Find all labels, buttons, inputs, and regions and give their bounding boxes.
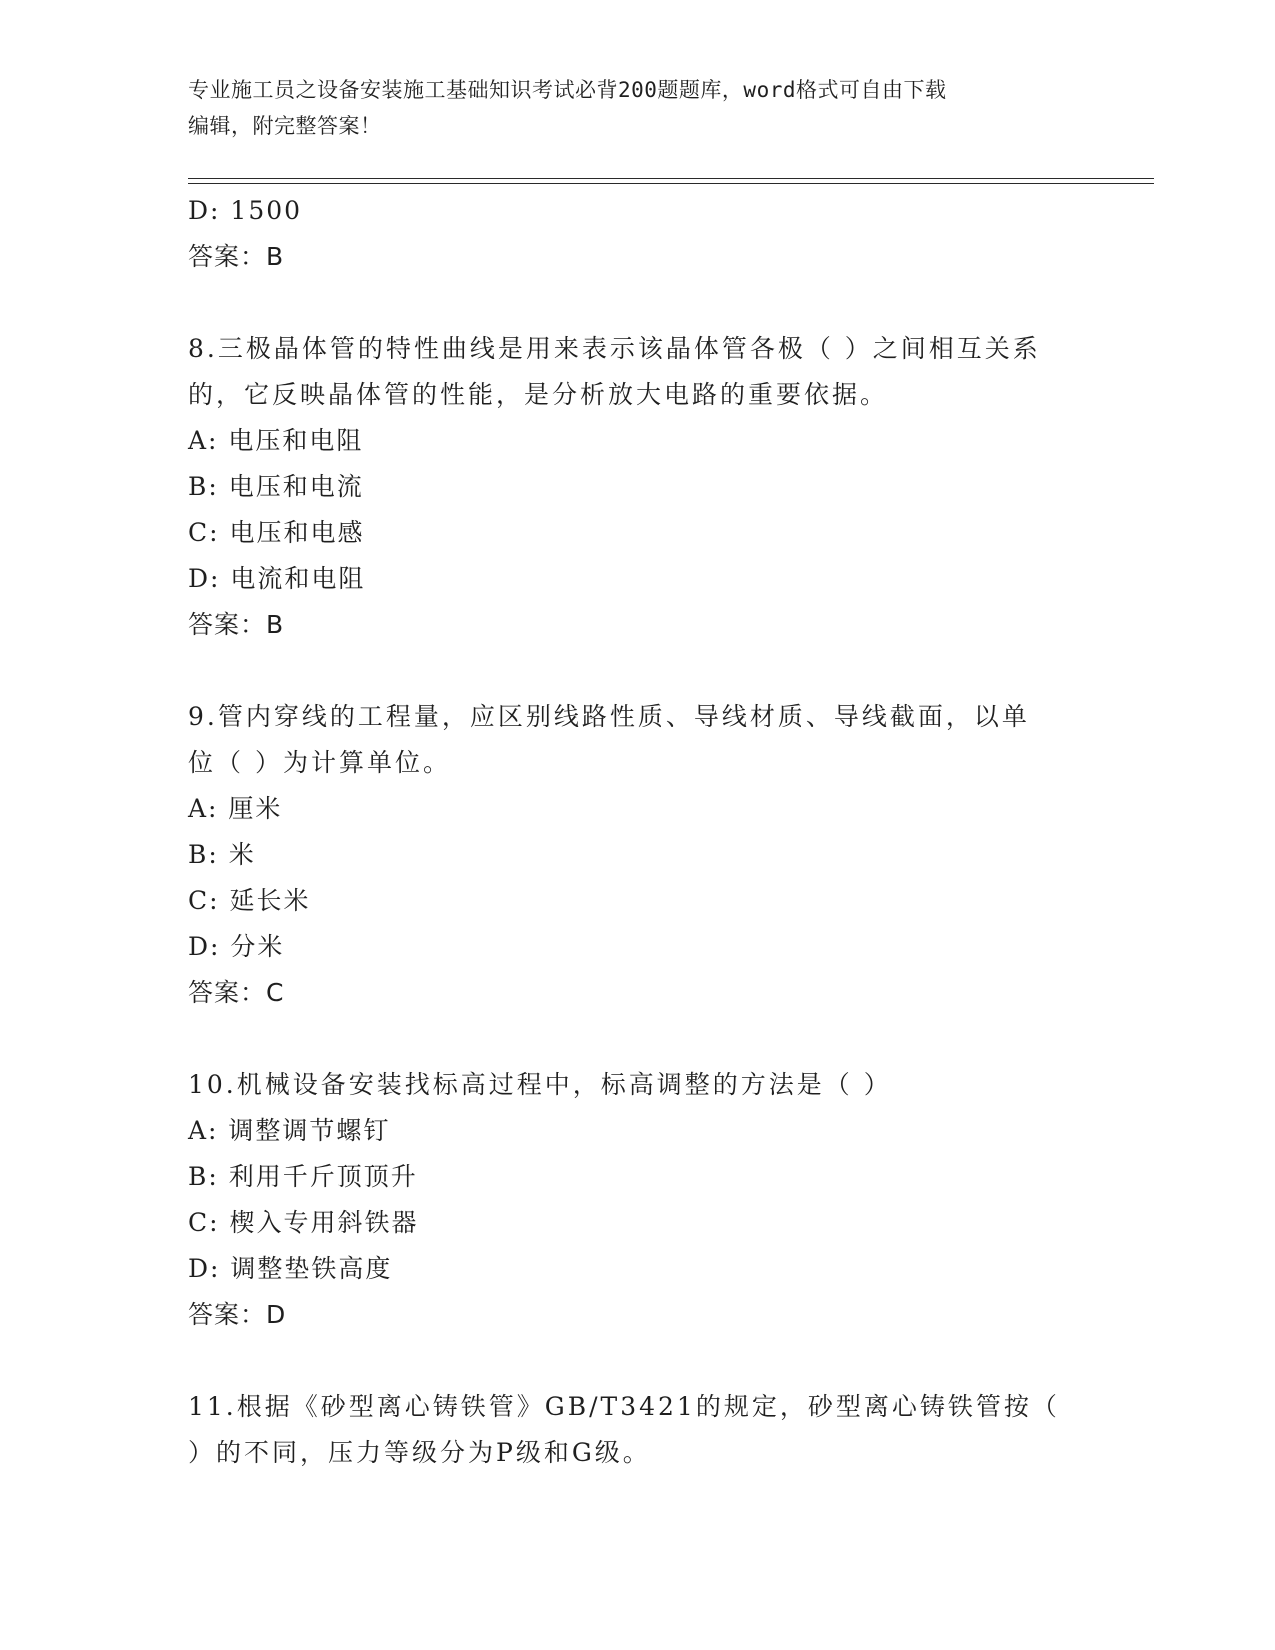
option-d: D: 调整垫铁高度: [188, 1254, 393, 1283]
option-d: D: 电流和电阻: [188, 564, 366, 593]
question-stem-line: 位（ ）为计算单位。: [188, 748, 451, 777]
answer-line: 答案：C: [188, 978, 285, 1007]
question-9: [188, 694, 1088, 1016]
answer-line: 答案：B: [188, 610, 285, 639]
option-b: B: 电压和电流: [188, 472, 364, 501]
option-c: C: 延长米: [188, 886, 311, 915]
question-10: [188, 1062, 1088, 1338]
question-11: [188, 1384, 1088, 1476]
question-stem-line: ）的不同，压力等级分为P级和G级。: [188, 1438, 651, 1467]
question-stem-line: 10.机械设备安装找标高过程中，标高调整的方法是（ ）: [188, 1070, 892, 1099]
option-a: A: 厘米: [188, 794, 283, 823]
header-line-2: 编辑，附完整答案！: [188, 114, 382, 138]
answer-line: 答案：D: [188, 1300, 287, 1329]
question-8: [188, 326, 1088, 648]
header-line-1: 专业施工员之设备安装施工基础知识考试必背200题题库，word格式可自由下载: [188, 78, 947, 102]
header-divider-top: [188, 178, 1154, 179]
option-c: C: 楔入专用斜铁器: [188, 1208, 419, 1237]
question-stem-line: 8.三极晶体管的特性曲线是用来表示该晶体管各极（ ）之间相互关系: [188, 334, 1041, 363]
question-stem-line: 的，它反映晶体管的性能，是分析放大电路的重要依据。: [188, 380, 889, 409]
header-divider-bottom: [188, 183, 1154, 184]
option-b: B: 利用千斤顶顶升: [188, 1162, 418, 1191]
option-a: A: 电压和电阻: [188, 426, 364, 455]
option-a: A: 调整调节螺钉: [188, 1116, 391, 1145]
q7-option-d: D: 1500: [188, 196, 303, 225]
question-stem-line: 9.管内穿线的工程量，应区别线路性质、导线材质、导线截面，以单: [188, 702, 1030, 731]
option-d: D: 分米: [188, 932, 285, 961]
q7-answer: 答案：B: [188, 242, 285, 271]
question-content: [188, 188, 1088, 1476]
option-b: B: 米: [188, 840, 256, 869]
option-c: C: 电压和电感: [188, 518, 365, 547]
question-stem-line: 11.根据《砂型离心铸铁管》GB/T3421的规定，砂型离心铸铁管按（: [188, 1392, 1060, 1421]
document-header: [188, 72, 1068, 144]
